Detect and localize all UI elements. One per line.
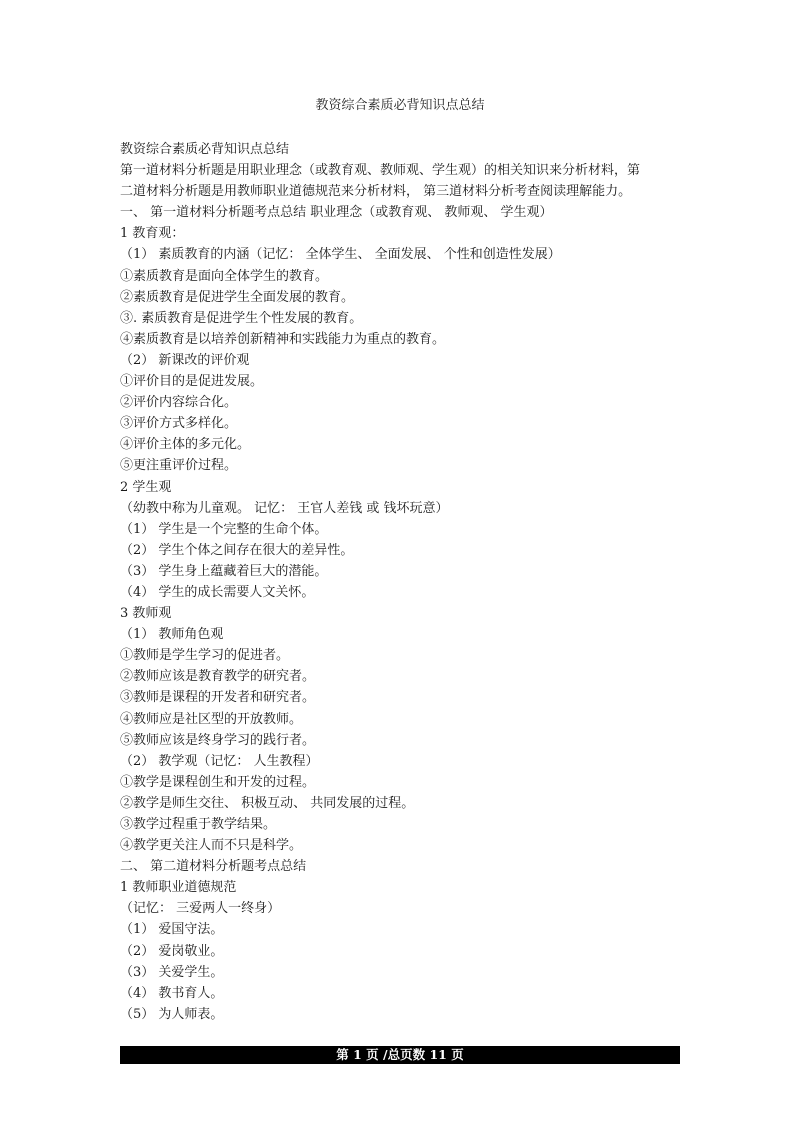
text-line: （4） 学生的成长需要人文关怀。	[120, 584, 315, 600]
text-line: ②素质教育是促进学生全面发展的教育。	[120, 289, 355, 305]
text-line: ③评价方式多样化。	[120, 416, 238, 432]
text-line: 第一道材料分析题是用职业理念（或教育观、教师观、学生观）的相关知识来分析材料，第	[120, 163, 641, 179]
text-line: （1） 素质教育的内涵（记忆： 全体学生、 全面发展、 个性和创造性发展）	[120, 247, 561, 263]
text-line: （2） 爱岗敬业。	[120, 943, 224, 959]
text-line: ③教学过程重于教学结果。	[120, 817, 277, 832]
page-footer	[120, 1046, 680, 1064]
text-line: 二道材料分析题是用教师职业道德规范来分析材料， 第三道材料分析考查阅读理解能力。	[120, 184, 632, 200]
page-title: 教资综合素质必背知识点总结	[315, 98, 485, 113]
page-number-label: 第 1 页 /总页数 11 页	[336, 1047, 464, 1062]
text-line: 一、 第一道材料分析题考点总结 职业理念（或教育观、 教师观、 学生观）	[120, 205, 553, 221]
text-line: （2） 新课改的评价观	[120, 352, 250, 368]
text-line: （1） 爱国守法。	[120, 922, 224, 938]
text-line: （3） 关爱学生。	[120, 964, 224, 980]
text-line: （2） 学生个体之间存在很大的差异性。	[120, 542, 354, 558]
text-line: 1 教育观：	[120, 226, 185, 242]
text-line: 二、 第二道材料分析题考点总结	[120, 859, 307, 875]
text-line: 教资综合素质必背知识点总结	[120, 142, 290, 157]
text-line: ④教师应是社区型的开放教师。	[120, 711, 303, 727]
text-line: ④评价主体的多元化。	[120, 437, 251, 453]
text-line: 2 学生观	[120, 479, 172, 495]
text-line: 3 教师观	[120, 606, 172, 622]
text-line: ①教师是学生学习的促进者。	[120, 648, 290, 664]
text-line: 1 教师职业道德规范	[120, 880, 237, 896]
text-line: （2） 教学观（记忆： 人生教程）	[120, 753, 319, 769]
text-line: ④素质教育是以培养创新精神和实践能力为重点的教育。	[120, 331, 446, 347]
text-line: ⑤教师应该是终身学习的践行者。	[120, 732, 316, 748]
text-line: ②教学是师生交往、 积极互动、 共同发展的过程。	[120, 795, 415, 811]
text-line: ④教学更关注人而不只是科学。	[120, 838, 303, 854]
text-line: ②评价内容综合化。	[120, 395, 238, 411]
document-body	[120, 139, 690, 1025]
text-line: ①评价目的是促进发展。	[120, 374, 264, 390]
text-line: ③. 素质教育是促进学生个性发展的教育。	[120, 310, 363, 326]
text-line: （1） 教师角色观	[120, 627, 224, 643]
text-line: （1） 学生是一个完整的生命个体。	[120, 521, 328, 537]
text-line: ⑤更注重评价过程。	[120, 458, 238, 474]
text-line: （5） 为人师表。	[120, 1006, 224, 1022]
text-line: （4） 教书育人。	[120, 985, 224, 1001]
text-line: ②教师应该是教育教学的研究者。	[120, 669, 316, 685]
text-line: （记忆： 三爱两人一终身）	[120, 901, 281, 917]
text-line: （3） 学生身上蕴藏着巨大的潜能。	[120, 563, 328, 579]
text-line: ①素质教育是面向全体学生的教育。	[120, 268, 329, 284]
text-line: （幼教中称为儿童观。 记忆： 王官人差钱 或 钱坏玩意）	[120, 500, 449, 516]
text-line: ①教学是课程创生和开发的过程。	[120, 774, 316, 790]
text-line: ③教师是课程的开发者和研究者。	[120, 690, 316, 706]
